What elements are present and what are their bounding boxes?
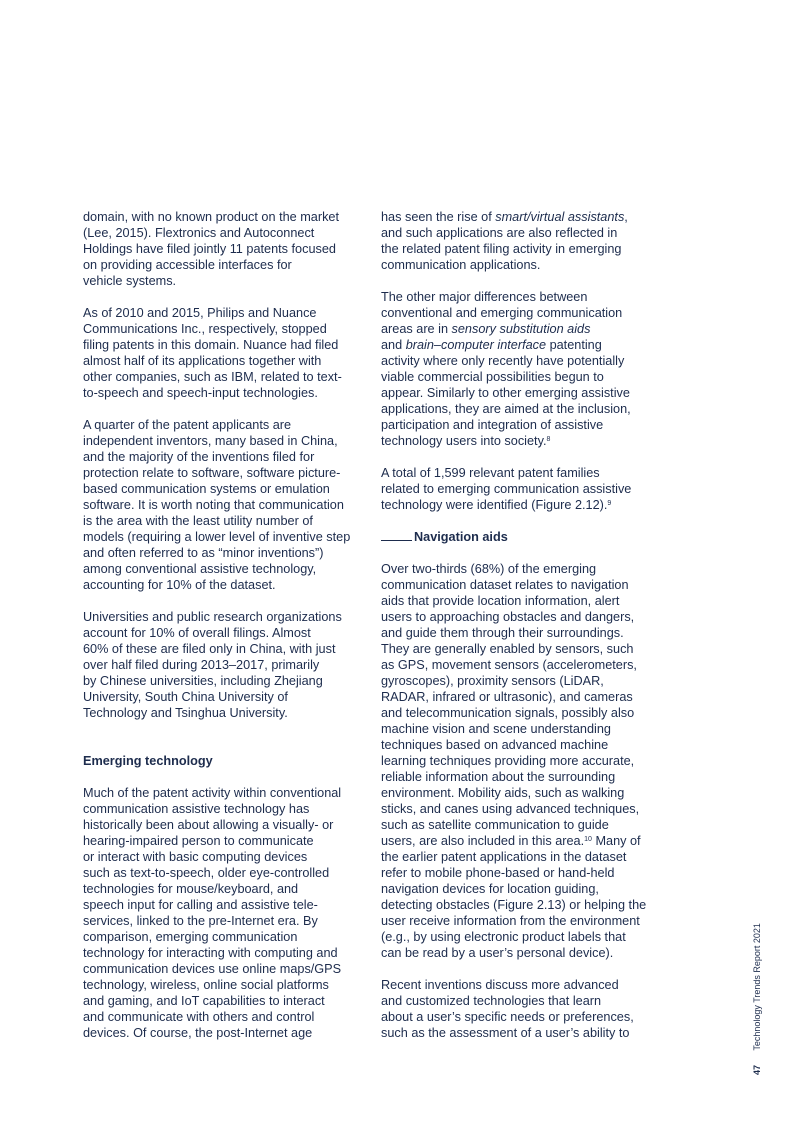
text-segment: Communications Inc., respectively, stopped [83,322,327,336]
text-line [381,721,665,737]
text-segment: appear. Similarly to other emerging assistive [381,386,630,400]
text-line [83,705,367,721]
paragraph-gap [381,273,665,289]
paragraph-gap [83,721,367,737]
text-line [83,609,367,625]
text-line [83,849,367,865]
text-line [381,913,665,929]
text-line [83,865,367,881]
text-segment: and guide them through their surroundings. [381,626,624,640]
text-line [381,561,665,577]
text-segment: on providing accessible interfaces for [83,258,292,272]
text-segment: and [381,338,406,352]
text-segment: and communicate with others and control [83,1010,315,1024]
text-line [381,881,665,897]
text-segment: refer to mobile phone-based or hand-held [381,866,615,880]
paragraph-gap [83,289,367,305]
text-line [83,817,367,833]
text-line [381,929,665,945]
text-segment: over half filed during 2013–2017, primarily [83,658,320,672]
text-segment: activity where only recently have potentially [381,354,625,368]
text-line [381,705,665,721]
text-segment: Recent inventions discuss more advanced [381,978,619,992]
text-segment: applications, they are aimed at the inclusion, [381,402,631,416]
text-line [381,641,665,657]
text-segment: participation and integration of assistive [381,418,604,432]
text-segment: is the area with the least utility number of [83,514,313,528]
text-segment: technology for interacting with computing and [83,946,338,960]
text-segment: vehicle systems. [83,274,177,288]
text-segment: RADAR, infrared or ultrasonic), and cameras [381,690,633,704]
page-footer [752,923,762,1075]
text-line [381,497,665,513]
text-segment: and gaming, and IoT capabilities to interact [83,994,325,1008]
text-line [381,1009,665,1025]
text-segment: and often referred to as “minor inventions”) [83,546,324,560]
text-segment: aids that provide location information, alert [381,594,620,608]
text-segment: communication applications. [381,258,541,272]
text-segment: communication devices use online maps/GPS [83,962,342,976]
text-line [381,993,665,1009]
text-segment: technologies for mouse/keyboard, and [83,882,299,896]
text-segment: A quarter of the patent applicants are [83,418,292,432]
text-segment: conventional and emerging communication [381,306,623,320]
text-segment: account for 10% of overall filings. Almost [83,626,311,640]
text-segment: As of 2010 and 2015, Philips and Nuance [83,306,317,320]
text-segment: speech input for calling and assistive tele- [83,898,318,912]
text-segment: such as text-to-speech, older eye-controlled [83,866,330,880]
text-line [83,881,367,897]
text-segment: (Lee, 2015). Flextronics and Autoconnect [83,226,315,240]
text-line [381,353,665,369]
text-line [83,913,367,929]
text-segment: technology, wireless, online social platforms [83,978,329,992]
text-line [381,225,665,241]
text-segment: hearing-impaired person to communicate [83,834,314,848]
text-segment: patenting [546,338,602,352]
text-line [381,737,665,753]
paragraph-gap [83,401,367,417]
text-line [381,577,665,593]
text-segment: The other major differences between [381,290,588,304]
text-line [83,977,367,993]
text-line [381,657,665,673]
text-line [381,385,665,401]
text-line [83,641,367,657]
text-segment: accounting for 10% of the dataset. [83,578,276,592]
text-segment: among conventional assistive technology, [83,562,317,576]
text-line [83,353,367,369]
text-segment: the earlier patent applications in the dataset [381,850,627,864]
text-segment: communication assistive technology has [83,802,310,816]
text-segment: models (requiring a lower level of inventive step [83,530,351,544]
text-segment: reliable information about the surrounding [381,770,616,784]
text-segment: by Chinese universities, including Zhejiang [83,674,323,688]
text-segment: independent inventors, many based in China, [83,434,338,448]
text-line [83,1009,367,1025]
text-segment: user receive information from the environment [381,914,640,928]
text-segment: They are generally enabled by sensors, such [381,642,634,656]
text-segment: comparison, emerging communication [83,930,298,944]
text-line [83,993,367,1009]
text-segment: can be read by a user’s personal device). [381,946,614,960]
emphasis-text: brain–computer interface [405,338,547,352]
text-segment: University, South China University of [83,690,288,704]
text-line [83,385,367,401]
text-segment: domain, with no known product on the market [83,210,340,224]
text-segment: A total of 1,599 relevant patent families [381,466,600,480]
text-line [83,897,367,913]
text-line [381,865,665,881]
text-line [381,625,665,641]
text-line [83,545,367,561]
text-line [83,465,367,481]
text-segment: navigation devices for location guiding, [381,882,599,896]
text-line [83,433,367,449]
text-line [83,481,367,497]
text-segment: Many of [591,834,641,848]
text-segment: has seen the rise of [381,210,496,224]
text-line [381,369,665,385]
text-segment: viable commercial possibilities begun to [381,370,604,384]
paragraph-gap [83,769,367,785]
text-line [83,273,367,289]
text-line [83,929,367,945]
text-line [83,785,367,801]
text-segment: areas are in [381,322,452,336]
text-segment: historically been about allowing a visually- or [83,818,334,832]
text-line [83,801,367,817]
text-segment: communication dataset relates to navigation [381,578,629,592]
page-number: 47 [752,1064,762,1075]
text-line [83,961,367,977]
text-line [381,897,665,913]
text-line [381,417,665,433]
text-segment: environment. Mobility aids, such as walking [381,786,625,800]
text-line [83,417,367,433]
text-line [381,753,665,769]
text-segment: software. It is worth noting that communication [83,498,344,512]
report-title: Technology Trends Report 2021 [752,923,762,1051]
text-line [381,433,665,449]
text-segment: (e.g., by using electronic product labels that [381,930,626,944]
text-line [381,801,665,817]
text-segment: to-speech and speech-input technologies. [83,386,318,400]
emphasis-text: sensory substitution aids [451,322,591,336]
text-line [381,593,665,609]
text-segment: related to emerging communication assistive [381,482,632,496]
text-line [381,1025,665,1041]
text-segment: Technology and Tsinghua University. [83,706,288,720]
text-segment: technology were identified (Figure 2.12). [381,498,608,512]
text-segment: technology users into society. [381,434,547,448]
text-segment: Over two-thirds (68%) of the emerging [381,562,597,576]
text-line [83,657,367,673]
text-line [83,1025,367,1041]
text-segment: techniques based on advanced machine [381,738,609,752]
text-line [83,529,367,545]
text-line [381,785,665,801]
text-segment: services, linked to the pre-Internet era. By [83,914,318,928]
text-line [381,241,665,257]
text-segment: , [624,210,628,224]
text-line [381,769,665,785]
text-line [381,321,665,337]
text-line [381,401,665,417]
text-segment: or interact with basic computing devices [83,850,308,864]
text-segment: Navigation aids [414,530,508,544]
text-line [83,209,367,225]
text-line [83,241,367,257]
text-line [381,833,665,849]
text-segment: gyroscopes), proximity sensors (LiDAR, [381,674,604,688]
section-heading [381,529,665,545]
text-line [381,817,665,833]
text-line [381,305,665,321]
paragraph-gap [381,449,665,465]
footnote-ref: 8 [546,436,551,443]
text-segment: learning techniques providing more accurate, [381,754,635,768]
text-line [83,449,367,465]
text-line [83,577,367,593]
text-segment: protection relate to software, software picture- [83,466,341,480]
text-line [381,689,665,705]
text-line [83,305,367,321]
text-segment: as GPS, movement sensors (accelerometers, [381,658,637,672]
text-segment: and the majority of the inventions filed for [83,450,315,464]
text-segment: and such applications are also reflected in [381,226,618,240]
text-line [83,689,367,705]
text-segment: the related patent filing activity in emerging [381,242,622,256]
text-line [83,257,367,273]
text-line [381,481,665,497]
footnote-ref: 9 [607,500,612,507]
text-line [83,833,367,849]
text-line [83,513,367,529]
paragraph-gap [381,513,665,529]
text-segment: Universities and public research organizations [83,610,342,624]
text-line [83,369,367,385]
text-line [381,609,665,625]
text-segment: and customized technologies that learn [381,994,602,1008]
text-segment: such as the assessment of a user’s ability to [381,1026,630,1040]
text-line [381,977,665,993]
text-segment: filing patents in this domain. Nuance had filed [83,338,339,352]
text-line [83,625,367,641]
text-segment: devices. Of course, the post-Internet age [83,1026,313,1040]
emphasis-text: smart/virtual assistants [495,210,625,224]
text-line [381,945,665,961]
text-segment: 60% of these are filed only in China, with just [83,642,336,656]
text-segment: users to approaching obstacles and dangers, [381,610,635,624]
paragraph-gap [381,545,665,561]
text-line [83,561,367,577]
text-segment: sticks, and canes using advanced techniques, [381,802,640,816]
text-line [381,849,665,865]
text-line [381,289,665,305]
text-segment: Holdings have filed jointly 11 patents focused [83,242,336,256]
text-segment: and telecommunication signals, possibly also [381,706,635,720]
text-line [83,673,367,689]
paragraph-gap [83,737,367,753]
text-line [83,497,367,513]
text-segment: users, are also included in this area. [381,834,585,848]
text-segment: detecting obstacles (Figure 2.13) or helping the [381,898,647,912]
footnote-ref: 10 [584,836,592,843]
text-line [83,321,367,337]
paragraph-gap [83,593,367,609]
text-line [83,225,367,241]
left-column [83,209,367,1041]
text-segment: machine vision and scene understanding [381,722,611,736]
text-segment: based communication systems or emulation [83,482,330,496]
text-segment: almost half of its applications together with [83,354,322,368]
text-segment: Much of the patent activity within conventional [83,786,342,800]
text-line [381,209,665,225]
text-segment: such as satellite communication to guide [381,818,609,832]
text-line [381,257,665,273]
text-line [381,465,665,481]
right-column [381,209,665,1041]
section-heading [83,753,367,769]
heading-rule [381,529,412,541]
text-segment: Emerging technology [83,754,213,768]
paragraph-gap [381,961,665,977]
text-segment: about a user’s specific needs or preferences, [381,1010,634,1024]
text-line [381,673,665,689]
text-line [381,337,665,353]
text-line [83,337,367,353]
text-line [83,945,367,961]
text-segment: other companies, such as IBM, related to text- [83,370,342,384]
